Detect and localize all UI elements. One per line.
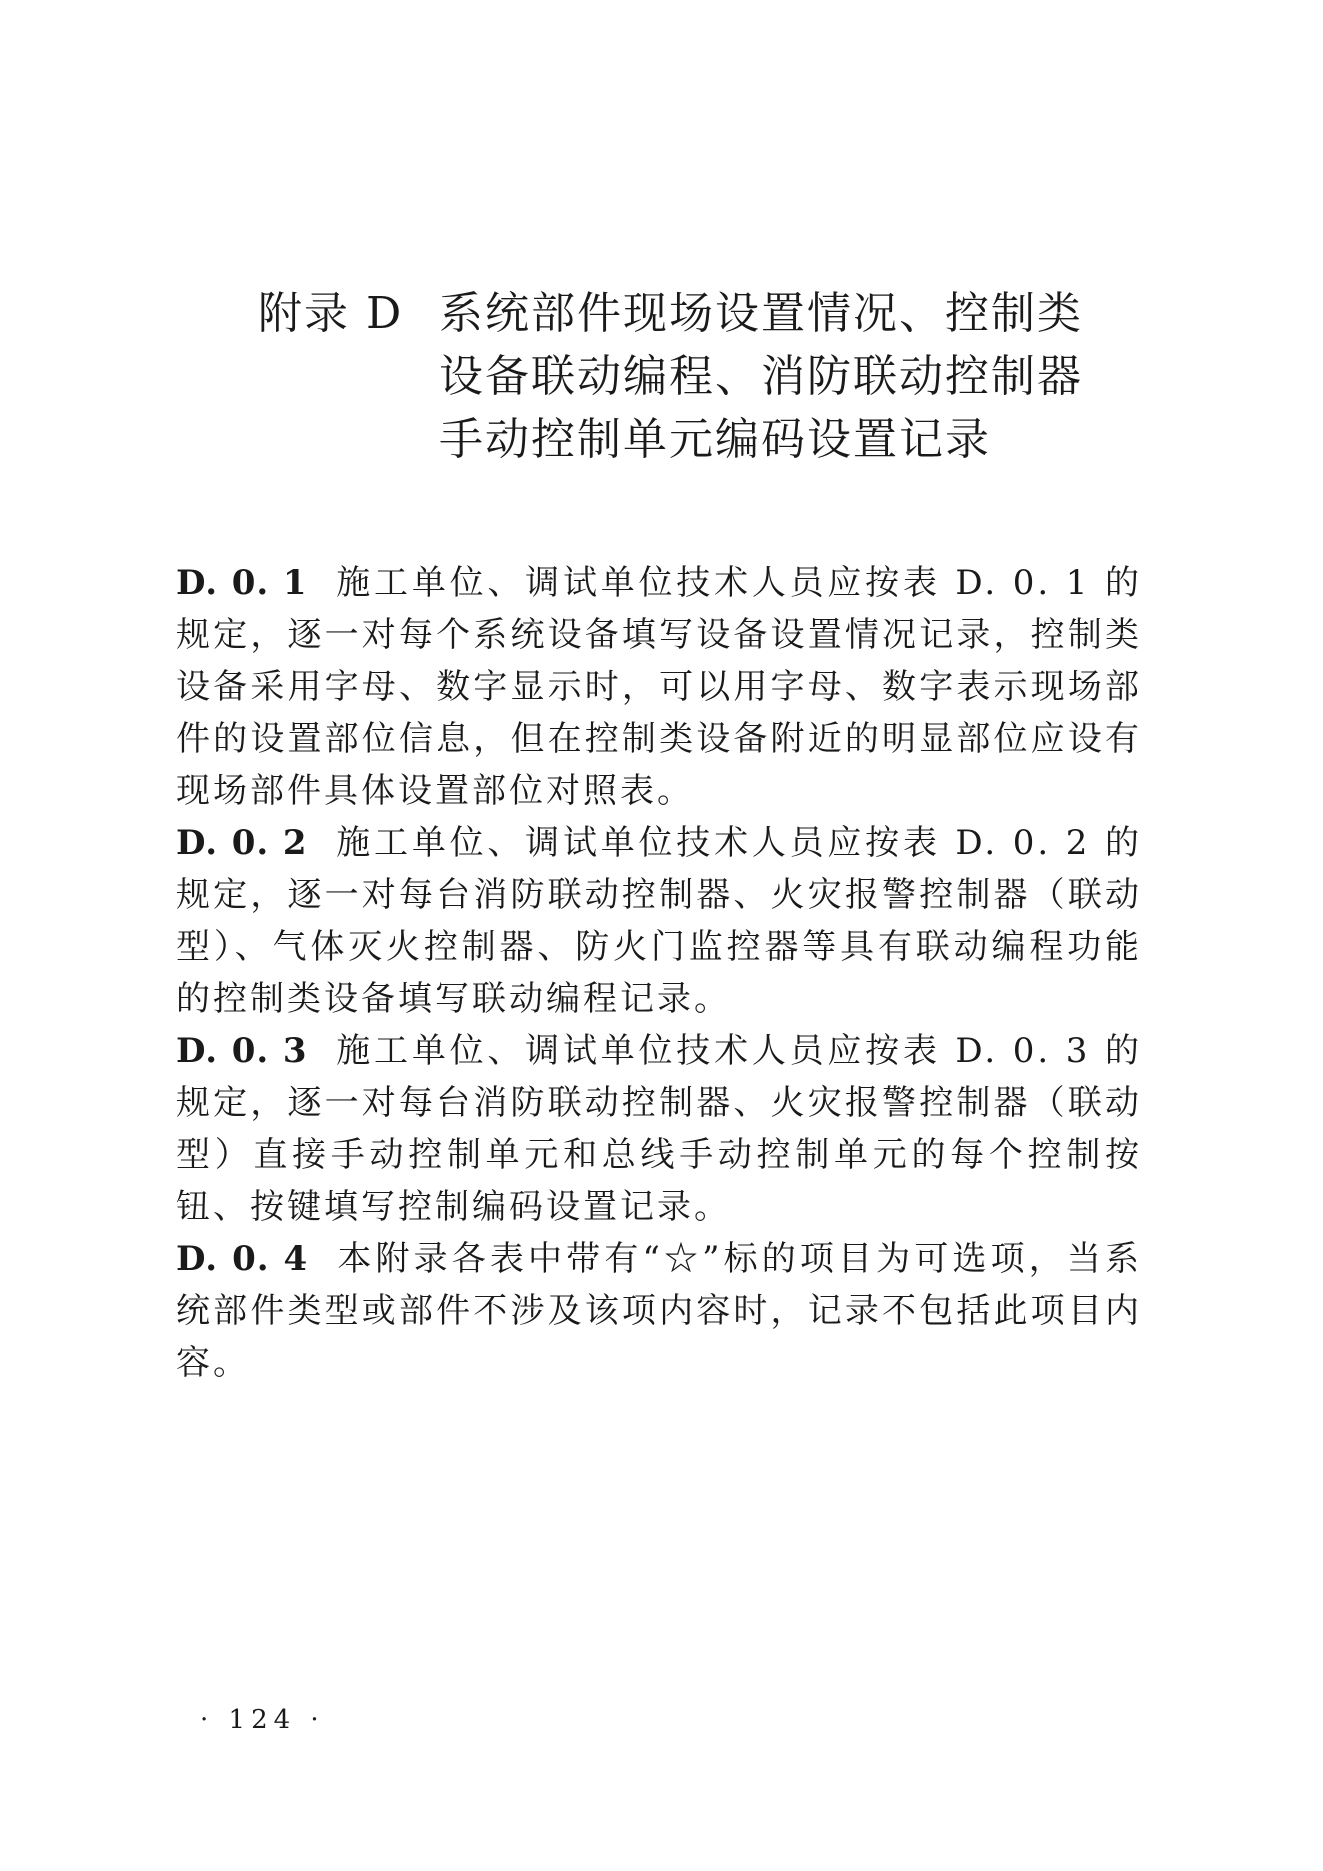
clause-d03 <box>176 1025 1142 1233</box>
appendix-body <box>176 557 1142 1389</box>
page-number: · 124 · <box>200 1705 325 1735</box>
clause-number: D. 0. 4 <box>176 1239 309 1279</box>
appendix-title <box>439 282 1083 471</box>
clause-number: D. 0. 2 <box>176 823 308 863</box>
clause-text: 施工单位、调试单位技术人员应按表 D. 0. 2 的规定，逐一对每台消防联动控制器、火灾报警控制器（联动型）、气体灭火控制器、防火门监控器等具有联动编程功能的控制类设备填写联动编程记录。 <box>176 823 1143 1019</box>
clause-d02 <box>176 817 1142 1025</box>
appendix-title-line-2: 设备联动编程、消防联动控制器 <box>439 351 1083 402</box>
clause-text: 施工单位、调试单位技术人员应按表 D. 0. 3 的规定，逐一对每台消防联动控制器、火灾报警控制器（联动型）直接手动控制单元和总线手动控制单元的每个控制按钮、按键填写控制编码设置记录。 <box>176 1031 1143 1227</box>
clause-d01 <box>176 557 1142 817</box>
clause-text: 本附录各表中带有“☆”标的项目为可选项，当系统部件类型或部件不涉及该项内容时，记录不包括此项目内容。 <box>176 1239 1143 1383</box>
appendix-title-line-3: 手动控制单元编码设置记录 <box>439 414 991 465</box>
clause-text: 施工单位、调试单位技术人员应按表 D. 0. 1 的规定，逐一对每个系统设备填写设备设置情况记录，控制类设备采用字母、数字显示时，可以用字母、数字表示现场部件的设置部位信息，但在控制类设备附近的明显部位应设有现场部件具体设置部位对照表。 <box>176 563 1143 811</box>
appendix-title-line-1: 系统部件现场设置情况、控制类 <box>439 288 1083 339</box>
clause-number: D. 0. 3 <box>176 1031 308 1071</box>
clause-d04 <box>176 1233 1142 1389</box>
appendix-label: 附录 D <box>258 288 404 339</box>
clause-number: D. 0. 1 <box>176 563 308 603</box>
